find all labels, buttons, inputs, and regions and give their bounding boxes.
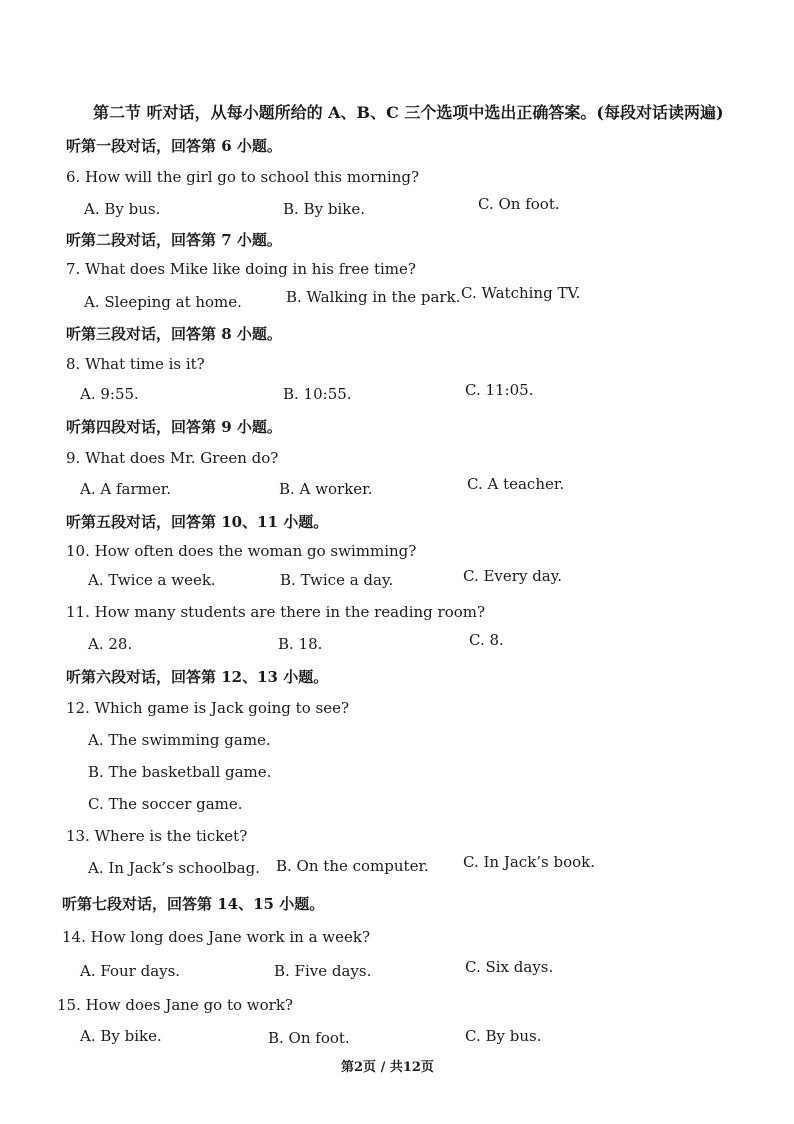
- section-heading: 第二节 听对话，从每小题所给的 A、B、C 三个选项中选出正确答案。(每段对话读两遍): [93, 103, 724, 122]
- dialogue-group-5: 听第五段对话，回答第 10、11 小题。: [66, 513, 329, 531]
- q10-option-b: B. Twice a day.: [280, 571, 394, 589]
- q8-option-b: B. 10:55.: [283, 385, 352, 403]
- dialogue-group-7: 听第七段对话，回答第 14、15 小题。: [62, 895, 325, 913]
- q8-option-c: C. 11:05.: [465, 381, 534, 399]
- question-15: 15. How does Jane go to work?: [57, 996, 293, 1014]
- q13-option-b: B. On the computer.: [276, 857, 429, 875]
- q10-option-a: A. Twice a week.: [88, 571, 216, 589]
- question-7: 7. What does Mike like doing in his free time?: [66, 260, 416, 278]
- q11-option-c: C. 8.: [469, 631, 504, 649]
- q6-option-b: B. By bike.: [283, 200, 365, 218]
- q14-option-b: B. Five days.: [274, 962, 372, 980]
- question-8: 8. What time is it?: [66, 355, 205, 373]
- question-13: 13. Where is the ticket?: [66, 827, 248, 845]
- q14-option-a: A. Four days.: [80, 962, 181, 980]
- q14-option-c: C. Six days.: [465, 958, 554, 976]
- question-10: 10. How often does the woman go swimming?: [66, 542, 417, 560]
- question-12: 12. Which game is Jack going to see?: [66, 699, 350, 717]
- question-9: 9. What does Mr. Green do?: [66, 449, 279, 467]
- dialogue-group-1: 听第一段对话，回答第 6 小题。: [66, 137, 282, 155]
- q7-option-c: C. Watching TV.: [461, 284, 581, 302]
- q13-option-a: A. In Jack’s schoolbag.: [88, 859, 260, 877]
- q15-option-b: B. On foot.: [268, 1029, 350, 1047]
- q15-option-c: C. By bus.: [465, 1027, 542, 1045]
- dialogue-group-6: 听第六段对话，回答第 12、13 小题。: [66, 668, 329, 686]
- q10-option-c: C. Every day.: [463, 567, 562, 585]
- q11-option-a: A. 28.: [88, 635, 133, 653]
- q11-option-b: B. 18.: [278, 635, 323, 653]
- page-number-footer: 第2页 / 共12页: [341, 1060, 434, 1075]
- question-6: 6. How will the girl go to school this morning?: [66, 168, 420, 186]
- q13-option-c: C. In Jack’s book.: [463, 853, 596, 871]
- question-11: 11. How many students are there in the reading room?: [66, 603, 486, 621]
- q15-option-a: A. By bike.: [80, 1027, 162, 1045]
- q6-option-a: A. By bus.: [84, 200, 161, 218]
- dialogue-group-4: 听第四段对话，回答第 9 小题。: [66, 418, 282, 436]
- q6-option-c: C. On foot.: [478, 195, 560, 213]
- q9-option-a: A. A farmer.: [80, 480, 172, 498]
- q9-option-c: C. A teacher.: [467, 475, 565, 493]
- dialogue-group-3: 听第三段对话，回答第 8 小题。: [66, 325, 282, 343]
- question-14: 14. How long does Jane work in a week?: [62, 928, 370, 946]
- q7-option-a: A. Sleeping at home.: [84, 293, 242, 311]
- q12-option-c: C. The soccer game.: [88, 795, 243, 813]
- q12-option-a: A. The swimming game.: [88, 731, 271, 749]
- dialogue-group-2: 听第二段对话，回答第 7 小题。: [66, 231, 282, 249]
- q12-option-b: B. The basketball game.: [88, 763, 272, 781]
- q9-option-b: B. A worker.: [279, 480, 373, 498]
- q7-option-b: B. Walking in the park.: [286, 288, 461, 306]
- q8-option-a: A. 9:55.: [80, 385, 139, 403]
